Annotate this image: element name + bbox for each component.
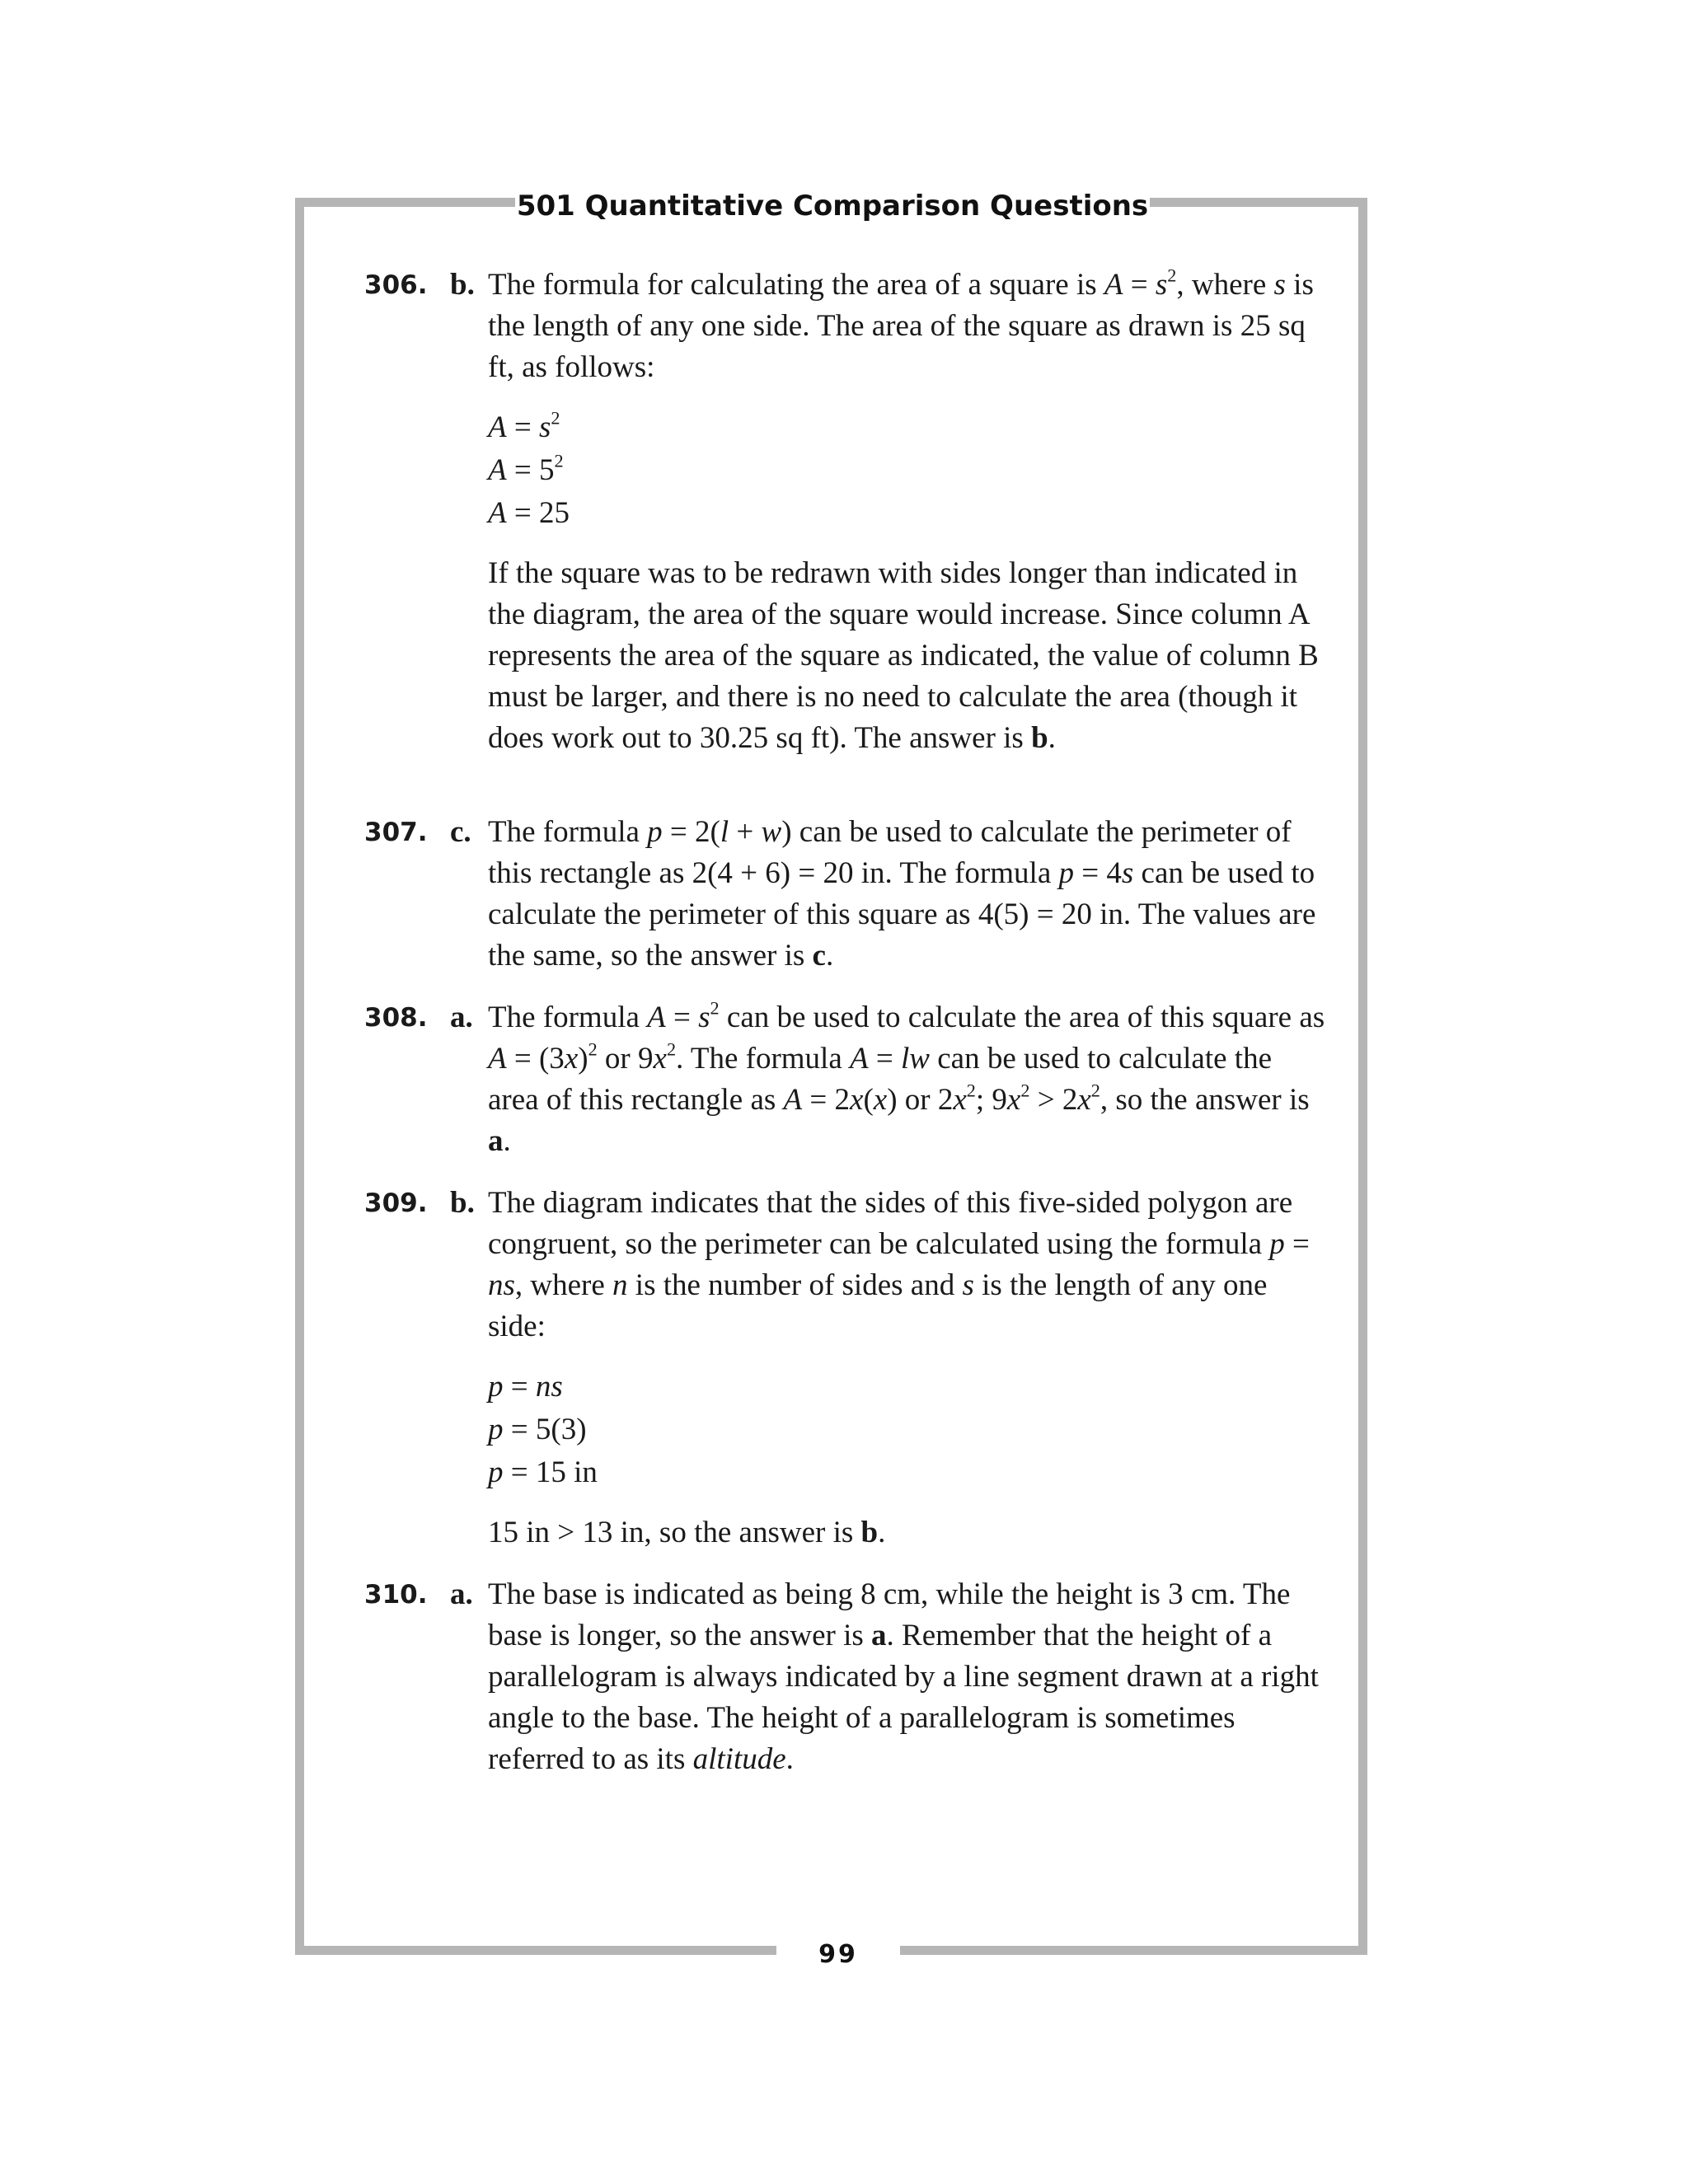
explanation-paragraph: The formula $A = s^2$ can be used to calculate the area of this square as $A = (3x)^2$ or $9x^2$. The formula A = lw can be used to calculate the area of this rectangle as A = 2x(x) or $2x^2$; $9x^2 > 2x^2$, so the answer is a. [488,997,1325,1158]
answer-306 [364,265,1329,759]
answer-310 [364,1574,1329,1780]
equation-line: p = ns [488,1370,563,1404]
equation-line: $A = 5^2$ [488,450,564,487]
explanation-paragraph: The diagram indicates that the sides of this five-sided polygon are congruent, so the perimeter can be calculated using the formula p = ns, where n is the number of sides and s is the length of any one side: [488,1186,1310,1343]
explanation-paragraph: The formula for calculating the area of a square is $A = s^2$, where s is the length of any one side. The area of the square as drawn is 25 sq ft, as follows: [488,265,1314,384]
answer-308 [364,997,1329,1162]
explanation [488,1574,1329,1780]
explanation [488,997,1329,1162]
answer-letter: a. [450,1001,473,1034]
question-number: 307. [364,818,428,847]
running-header: 501 Quantitative Comparison Questions [516,190,1149,223]
equation-line: p = 5(3) [488,1413,587,1446]
answer-307 [364,812,1329,977]
equation-line: $A = s^2$ [488,407,560,444]
explanation [488,1183,1329,1554]
answer-309 [364,1183,1329,1554]
answer-letter: b. [450,1186,475,1220]
explanation [488,265,1329,759]
page-number: 99 [818,1940,858,1969]
answer-letter: b. [450,268,475,302]
explanation-paragraph: 15 in > 13 in, so the answer is b. [488,1516,886,1549]
question-number: 308. [364,1003,428,1033]
answer-letter: a. [450,1577,473,1611]
explanation-paragraph: The base is indicated as being 8 cm, while the height is 3 cm. The base is longer, so the answer is a. Remember that the height of a parallelogram is always indicated by a line segment drawn at a right angle to the base. The height of a parallelogram is sometimes referred to as its altitude. [488,1577,1319,1776]
explanation-paragraph: If the square was to be redrawn with sides longer than indicated in the diagram, the area of the square would increase. Since column A represents the area of the square as indicated, the value of column B must be larger, and there is no need to calculate the area (though it does work out to 30.25 sq ft). The answer is b. [488,556,1319,755]
question-number: 309. [364,1188,428,1218]
answer-letter: c. [450,815,471,849]
equation-block [488,1366,1329,1494]
question-number: 310. [364,1580,428,1610]
question-number: 306. [364,270,428,300]
explanation-paragraph: The formula p = 2(l + w) can be used to calculate the perimeter of this rectangle as 2(4 + 6) = 20 in. The formula p = 4s can be used to calculate the perimeter of this square as 4(5) = 20 in. The values are the same, so the answer is c. [488,815,1316,972]
equation-line: p = 15 in [488,1455,598,1489]
explanation [488,812,1329,977]
equation-line: A = 25 [488,496,570,530]
equation-block [488,406,1329,535]
